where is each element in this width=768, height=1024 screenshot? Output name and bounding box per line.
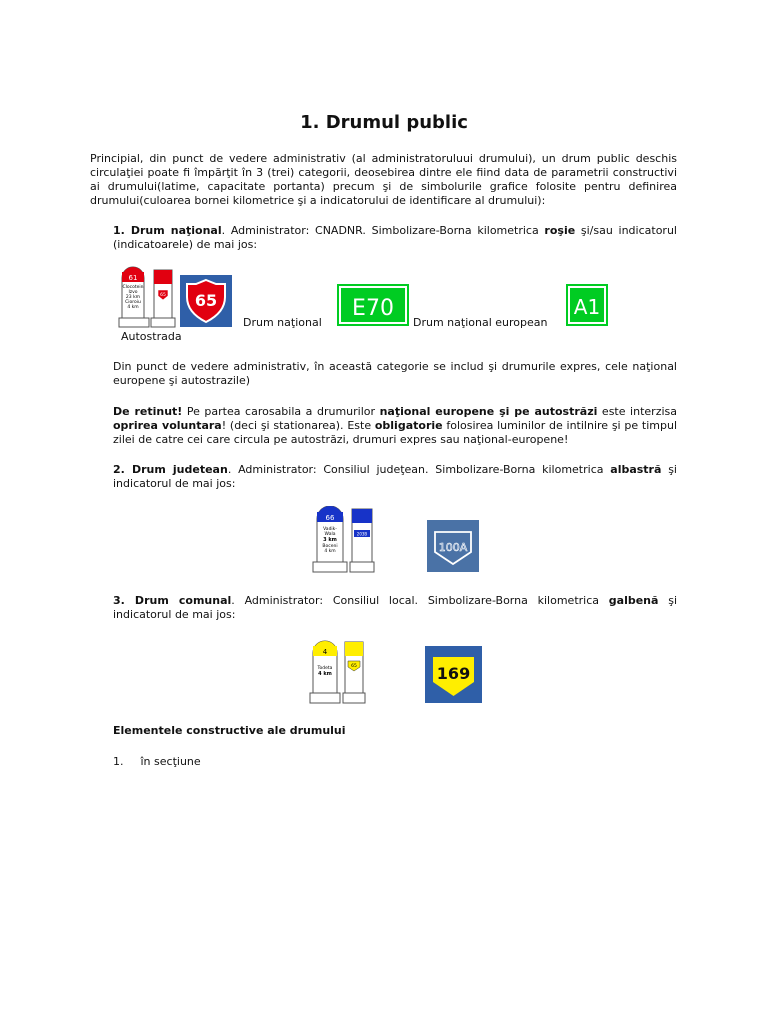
judetean-text-b: şi indicatorul de mai jos: <box>113 463 677 490</box>
caption-national: Drum naţional <box>243 316 322 329</box>
red-stone-line-2: Izvo <box>128 290 138 295</box>
section-heading: Elementele constructive ale drumului <box>113 724 346 737</box>
retinut-bold-1: naţional europene şi pe autostrăzi <box>379 405 598 418</box>
retinut-paragraph <box>113 405 677 447</box>
retinut-text-1: Pe partea carosabila a drumurilor <box>182 405 380 418</box>
retinut-text-2: este interzisa <box>597 405 677 418</box>
national-road-sign <box>180 275 232 327</box>
national-text-b: şi/sau indicatorul (indicatoarele) de mai jos: <box>113 224 677 251</box>
red-stone-line-1: Clocotein <box>122 285 144 290</box>
blue-stone-line-2: Wala <box>324 532 336 537</box>
retinut-bold-3: obligatorie <box>374 419 443 432</box>
national-sign-number: 65 <box>194 291 218 310</box>
county-sign-label: 100A <box>438 541 468 554</box>
blue-stone-line-1: Vadik- <box>323 527 337 532</box>
county-road-sign <box>427 520 479 572</box>
european-road-sign <box>337 284 409 326</box>
blue-kilometer-stones <box>312 506 376 574</box>
blue-stone-top-label: 66 <box>325 514 335 522</box>
yellow-stone-top-label: 4 <box>322 648 328 656</box>
caption-highway: Autostrada <box>121 330 182 343</box>
page-title: 1. Drumul public <box>300 112 468 133</box>
comunal-heading: 3. Drum comunal <box>113 594 232 607</box>
comunal-text-a: . Administrator: Consiliul local. Simbolizare-Borna kilometrica <box>231 594 609 607</box>
red-kilometer-stones <box>118 266 178 328</box>
red-stone-top-label: 61 <box>128 274 138 282</box>
highway-sign-label: A1 <box>573 295 601 319</box>
blue-stone-line-4: Boceni <box>322 544 338 549</box>
national-text-a: . Administrator: CNADNR. Simbolizare-Borna kilometrica <box>221 224 545 237</box>
red-stone-line-3: 23 km <box>125 295 141 300</box>
blue-stone-line-3: 3 km <box>323 537 337 543</box>
communal-sign-label: 169 <box>436 664 471 683</box>
communal-road-sign <box>425 646 482 703</box>
comunal-paragraph <box>113 594 677 622</box>
judetean-paragraph <box>113 463 677 491</box>
caption-european: Drum naţional european <box>413 316 548 329</box>
blue-stone-small-label: 203B <box>356 531 368 537</box>
intro-paragraph: Principial, din punct de vedere administrativ (al administratoruluui drumului), un drum public deschis circulaţiei poate fi împărţit în 3 (trei) categorii, deosebirea dintre ele fiind data de parametrii constructivi ai drumului(latime, capacitate portanta) precum şi de simbolurile grafice folosite pentru definirea drumului(culoarea bornei kilometrice şi a indicatorului de identificare al drumului): <box>90 152 677 207</box>
national-note: Din punct de vedere administrativ, în această categorie se includ şi drumurile expres, cele naţional europene şi autostrazile) <box>113 360 677 387</box>
red-stone-line-5: 4 km <box>127 305 139 310</box>
list-item <box>113 755 201 768</box>
national-heading: 1. Drum naţional <box>113 224 222 237</box>
comunal-text-b: şi indicatorul de mai jos: <box>113 594 677 621</box>
national-color: roşie <box>544 224 576 237</box>
european-sign-label: E70 <box>352 296 394 321</box>
retinut-label: De retinut! <box>113 405 183 418</box>
retinut-bold-2: oprirea voluntara <box>113 419 222 432</box>
yellow-stone-small-label: 65 <box>351 664 357 669</box>
retinut-text-4: folosirea luminilor de intilnire şi pe timpul zilei de catre cei care circula pe autostrăzi, drumuri expres sau naţional-europene! <box>113 419 677 446</box>
retinut-text-3: ! (deci şi stationarea). Este <box>221 419 375 432</box>
red-stone-line-4: Cioroiu <box>125 300 141 305</box>
blue-stone-line-5: 4 km <box>324 549 336 554</box>
comunal-color: galbenă <box>608 594 659 607</box>
national-paragraph <box>113 224 677 252</box>
highway-sign <box>566 284 608 326</box>
red-stone-small-label: 65 <box>160 293 166 298</box>
yellow-stone-line-2: 4 km <box>318 671 332 677</box>
list-item-number: 1. <box>113 755 124 768</box>
list-item-text: în secţiune <box>140 755 201 768</box>
judetean-heading: 2. Drum judetean <box>113 463 228 476</box>
yellow-kilometer-stones <box>309 640 367 704</box>
judetean-color: albastră <box>610 463 662 476</box>
yellow-stone-line-1: Todeta <box>317 666 333 671</box>
judetean-text-a: . Administrator: Consiliul judeţean. Simbolizare-Borna kilometrica <box>227 463 611 476</box>
